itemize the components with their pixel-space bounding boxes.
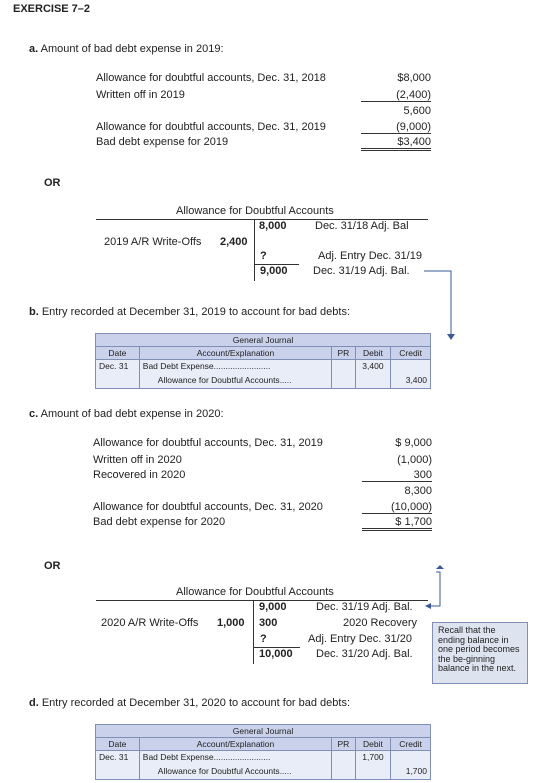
t2020-right-top-amount: 9,000 (259, 601, 287, 613)
journal-d-header-debit: Debit (355, 738, 391, 751)
part-a-label-2: Written off in 2019 (96, 89, 185, 101)
t2020-right-recovery-amount: 300 (259, 617, 278, 629)
journal-d-row1-debit: 1,700 (355, 751, 391, 764)
journal-d-row1-account-text: Bad Debt Expense (142, 752, 214, 762)
arrow-down-head (447, 334, 455, 340)
part-a-label-1: Allowance for doubtful accounts, Dec. 31, 2018 (96, 72, 326, 84)
recall-note: Recall that the ending balance in one period becomes the be-ginning balance in the next. (432, 622, 528, 684)
t-account-2019-title: Allowance for Doubtful Accounts (176, 205, 334, 217)
t2019-right-top-amount: 8,000 (259, 220, 287, 232)
journal-d-header-date: Date (96, 738, 140, 751)
part-c-label-2: Written off in 2020 (93, 454, 182, 466)
t2019-left-amount: 2,400 (220, 236, 248, 248)
journal-d-row1-account: Bad Debt Expense........................ (139, 751, 331, 764)
part-c-value-5: (10,000) (362, 501, 432, 514)
arrow-up-tick (436, 565, 444, 569)
part-a-value-3: 5,600 (403, 105, 431, 117)
t2019-right-bottom-desc: Dec. 31/19 Adj. Bal. (313, 265, 410, 277)
part-a-value-1: $8,000 (397, 72, 431, 84)
t2019-right-mid-amount: ? (260, 250, 267, 262)
part-c-value-2: (1,000) (397, 454, 432, 466)
t2020-right-bottom-desc: Dec. 31/20 Adj. Bal. (316, 648, 413, 660)
part-b-heading: b. Entry recorded at December 31, 2019 to account for bad debts: (29, 306, 351, 318)
t2020-left-desc: 2020 A/R Write-Offs (101, 617, 199, 629)
part-b-heading-text: Entry recorded at December 31, 2019 to account for bad debts: (41, 306, 351, 318)
journal-b-row2-account-text: Allowance for Doubtful Accounts (157, 375, 280, 385)
part-c-value-4: 8,300 (404, 485, 432, 497)
part-a-label-4: Allowance for doubtful accounts, Dec. 31, 2019 (96, 121, 326, 133)
arrow-into-2020-balance (430, 572, 440, 606)
part-a-label-5: Bad debt expense for 2019 (96, 136, 229, 148)
t2019-right-top-desc: Dec. 31/18 Adj. Bal (315, 220, 409, 232)
t-account-2020-title: Allowance for Doubtful Accounts (176, 586, 334, 598)
t2020-right-recovery-desc: 2020 Recovery (343, 617, 417, 629)
journal-b-header-debit: Debit (355, 347, 391, 360)
journal-b-row2-credit: 3,400 (391, 372, 431, 389)
or-label-1: OR (44, 177, 61, 189)
journal-b-row2-account: Allowance for Doubtful Accounts..... (139, 372, 331, 389)
exercise-title: EXERCISE 7–2 (13, 3, 91, 15)
journal-b-row1-debit: 3,400 (355, 360, 391, 373)
or-label-2: OR (44, 560, 61, 572)
journal-b-row1-date: Dec. 31 (96, 360, 140, 373)
journal-b-header-credit: Credit (391, 347, 431, 360)
t2020-right-top-desc: Dec. 31/19 Adj. Bal. (316, 601, 413, 613)
journal-b-title: General Journal (95, 333, 431, 346)
part-c-label-1: Allowance for doubtful accounts, Dec. 31, 2019 (93, 437, 323, 449)
journal-d-title: General Journal (95, 724, 431, 737)
part-c-label-5: Allowance for doubtful accounts, Dec. 31, 2020 (93, 501, 323, 513)
journal-d-row2-account-text: Allowance for Doubtful Accounts (157, 766, 280, 776)
journal-d-header-credit: Credit (391, 738, 431, 751)
t2019-right-mid-desc: Adj. Entry Dec. 31/19 (318, 250, 422, 262)
part-c-label-6: Bad debt expense for 2020 (93, 516, 226, 528)
part-c-value-1: $ 9,000 (395, 437, 432, 449)
part-a-value-4: (9,000) (361, 121, 431, 134)
part-c-value-3: 300 (362, 469, 432, 482)
part-a-heading: a. Amount of bad debt expense in 2019: (29, 43, 224, 55)
part-c-heading-text: Amount of bad debt expense in 2020: (40, 408, 224, 420)
journal-d-header-account: Account/Explanation (139, 738, 331, 751)
part-d-heading: d. Entry recorded at December 31, 2020 to account for bad debts: (29, 697, 351, 709)
t2020-right-mid-desc: Adj. Entry Dec. 31/20 (308, 633, 412, 645)
journal-d-row1-date: Dec. 31 (96, 751, 140, 764)
part-a-value-5: $3,400 (361, 136, 431, 151)
journal-b-row1-account-text: Bad Debt Expense (142, 361, 214, 371)
part-c-value-6: $ 1,700 (362, 516, 432, 531)
journal-b-header-pr: PR (332, 347, 355, 360)
part-c-heading: c. Amount of bad debt expense in 2020: (29, 408, 224, 420)
t2020-left-amount: 1,000 (217, 617, 245, 629)
arrow-left-head (425, 603, 431, 609)
t2019-left-desc: 2019 A/R Write-Offs (104, 236, 202, 248)
part-c-label-3: Recovered in 2020 (93, 469, 186, 481)
journal-d-row2-account: Allowance for Doubtful Accounts..... (139, 763, 331, 780)
journal-d-header-pr: PR (332, 738, 355, 751)
arrow-2019-to-2020 (424, 271, 451, 336)
part-a-heading-text: Amount of bad debt expense in 2019: (40, 43, 224, 55)
t2020-right-mid-amount: ? (260, 633, 267, 645)
journal-b-row1-account: Bad Debt Expense........................ (139, 360, 331, 373)
t2019-right-bottom-amount: 9,000 (260, 265, 288, 277)
t2020-right-bottom-amount: 10,000 (259, 648, 293, 660)
part-a-value-2: (2,400) (361, 89, 431, 102)
journal-b-header-date: Date (96, 347, 140, 360)
journal-b-header-account: Account/Explanation (139, 347, 331, 360)
journal-d-row2-credit: 1,700 (391, 763, 431, 780)
part-d-heading-text: Entry recorded at December 31, 2020 to account for bad debts: (41, 697, 351, 709)
